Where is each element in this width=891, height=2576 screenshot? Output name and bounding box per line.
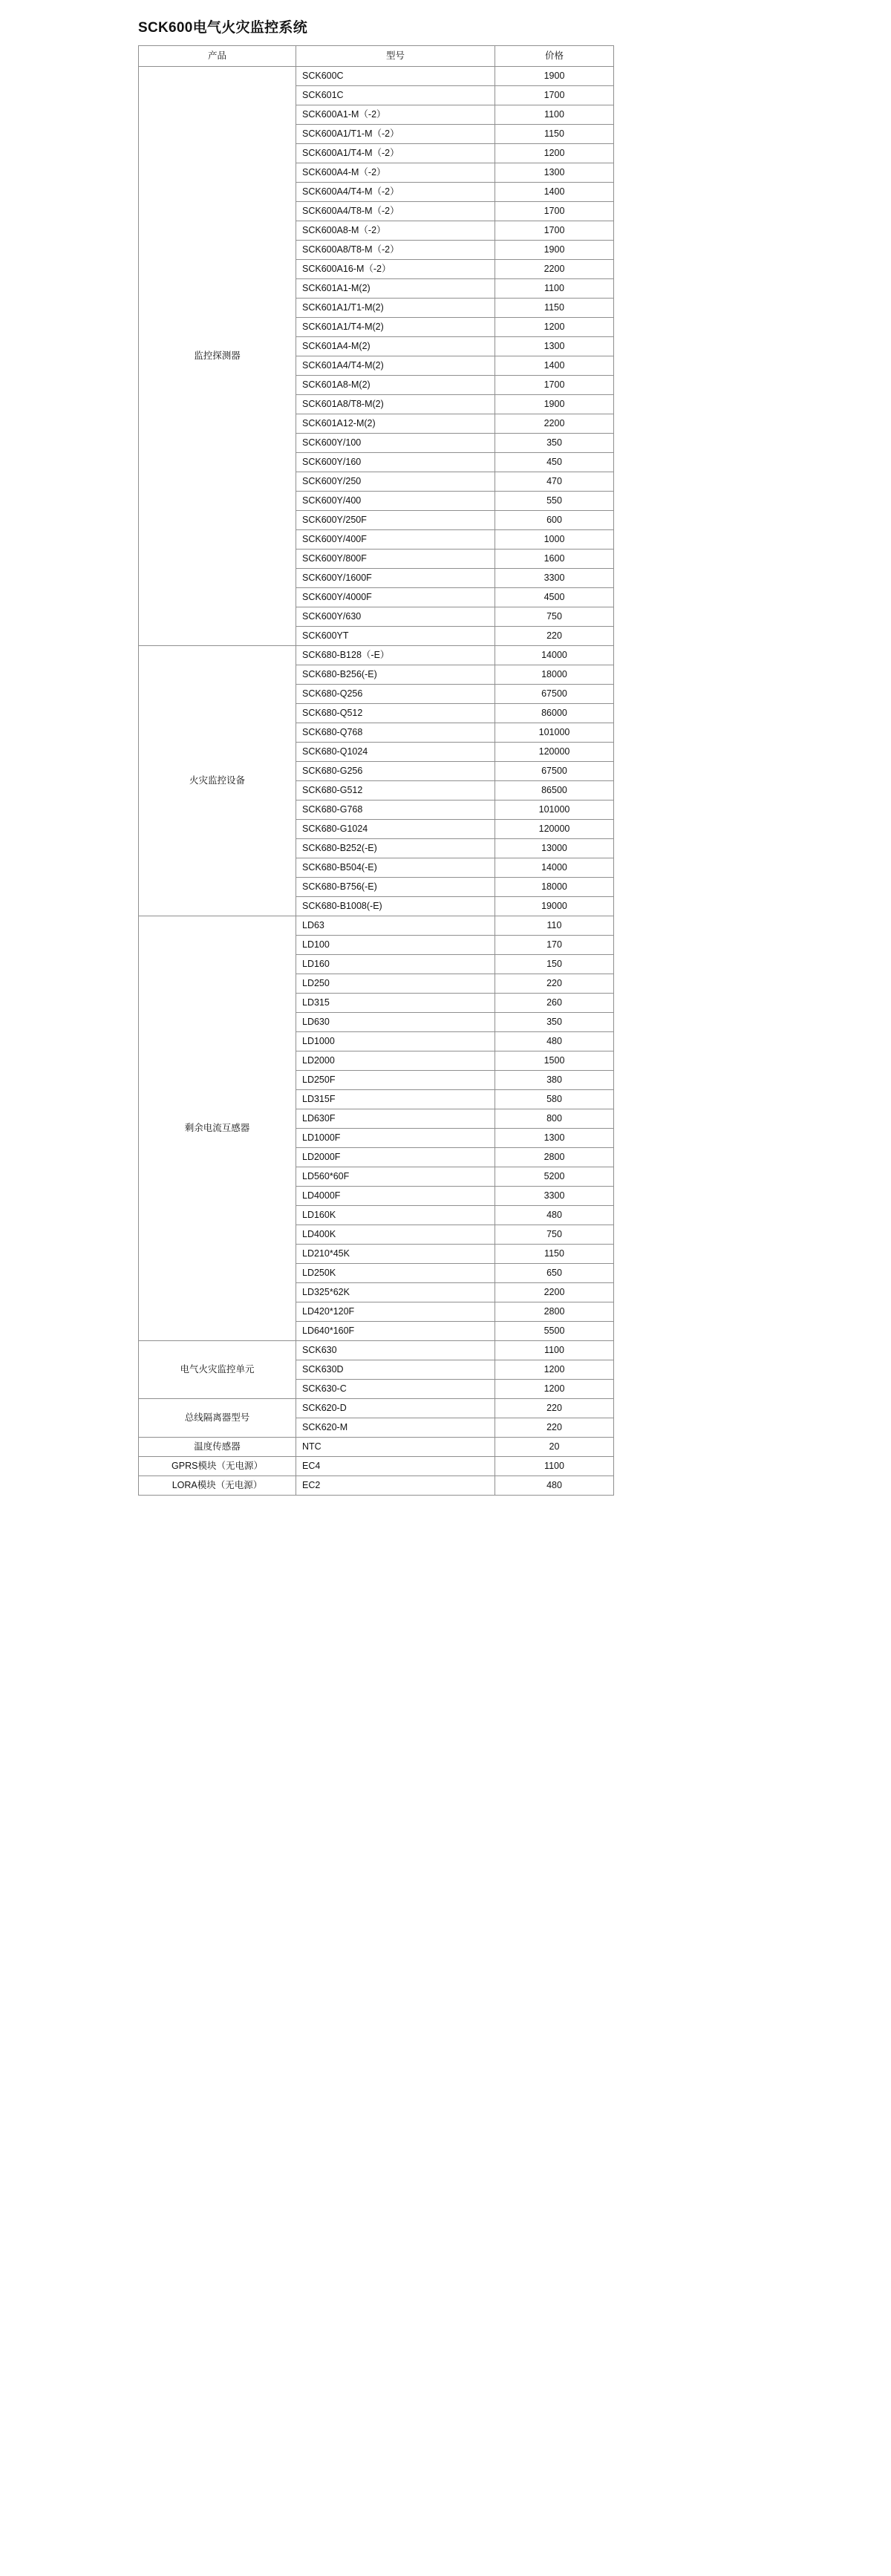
model-cell: SCK680-B128（-E） bbox=[296, 646, 495, 665]
model-cell: NTC bbox=[296, 1438, 495, 1457]
table-row bbox=[139, 67, 614, 86]
price-cell: 3300 bbox=[495, 569, 614, 588]
product-category-cell: 剩余电流互感器 bbox=[139, 916, 296, 1341]
price-cell: 101000 bbox=[495, 723, 614, 743]
model-cell: SCK600Y/630 bbox=[296, 607, 495, 627]
price-cell: 220 bbox=[495, 1399, 614, 1418]
model-cell: SCK601A1/T4-M(2) bbox=[296, 318, 495, 337]
price-cell: 750 bbox=[495, 1225, 614, 1245]
model-cell: SCK680-Q1024 bbox=[296, 743, 495, 762]
model-cell: SCK601A4/T4-M(2) bbox=[296, 356, 495, 376]
price-cell: 5200 bbox=[495, 1167, 614, 1187]
model-cell: SCK600Y/160 bbox=[296, 453, 495, 472]
table-row bbox=[139, 1399, 614, 1418]
price-cell: 1150 bbox=[495, 125, 614, 144]
price-cell: 1400 bbox=[495, 356, 614, 376]
model-cell: SCK600Y/400F bbox=[296, 530, 495, 550]
model-cell: SCK680-Q768 bbox=[296, 723, 495, 743]
product-category-cell: GPRS模块（无电源） bbox=[139, 1457, 296, 1476]
model-cell: SCK680-Q512 bbox=[296, 704, 495, 723]
column-header-price: 价格 bbox=[495, 46, 614, 67]
price-cell: 19000 bbox=[495, 897, 614, 916]
table-row bbox=[139, 646, 614, 665]
price-cell: 650 bbox=[495, 1264, 614, 1283]
price-cell: 2200 bbox=[495, 260, 614, 279]
model-cell: EC2 bbox=[296, 1476, 495, 1496]
model-cell: SCK630D bbox=[296, 1360, 495, 1380]
table-row bbox=[139, 916, 614, 936]
model-cell: LD250F bbox=[296, 1071, 495, 1090]
model-cell: LD315 bbox=[296, 994, 495, 1013]
price-cell: 380 bbox=[495, 1071, 614, 1090]
price-cell: 480 bbox=[495, 1476, 614, 1496]
model-cell: SCK600Y/4000F bbox=[296, 588, 495, 607]
page-title: SCK600电气火灾监控系统 bbox=[138, 20, 308, 36]
price-cell: 1700 bbox=[495, 221, 614, 241]
model-cell: SCK680-B504(-E) bbox=[296, 858, 495, 878]
price-cell: 2800 bbox=[495, 1148, 614, 1167]
model-cell: SCK680-G1024 bbox=[296, 820, 495, 839]
price-cell: 67500 bbox=[495, 685, 614, 704]
model-cell: SCK601A8/T8-M(2) bbox=[296, 395, 495, 414]
model-cell: SCK680-B252(-E) bbox=[296, 839, 495, 858]
model-cell: SCK600A4/T4-M（-2） bbox=[296, 183, 495, 202]
model-cell: SCK600A8/T8-M（-2） bbox=[296, 241, 495, 260]
price-cell: 1100 bbox=[495, 1457, 614, 1476]
table-header-row bbox=[139, 46, 614, 67]
model-cell: SCK600Y/400 bbox=[296, 492, 495, 511]
table-row bbox=[139, 1438, 614, 1457]
model-cell: EC4 bbox=[296, 1457, 495, 1476]
price-cell: 86000 bbox=[495, 704, 614, 723]
price-cell: 18000 bbox=[495, 878, 614, 897]
price-cell: 2200 bbox=[495, 1283, 614, 1302]
price-cell: 1150 bbox=[495, 299, 614, 318]
price-cell: 220 bbox=[495, 1418, 614, 1438]
price-cell: 1200 bbox=[495, 1360, 614, 1380]
model-cell: LD160 bbox=[296, 955, 495, 974]
price-cell: 1100 bbox=[495, 105, 614, 125]
price-cell: 750 bbox=[495, 607, 614, 627]
model-cell: SCK600Y/800F bbox=[296, 550, 495, 569]
price-cell: 18000 bbox=[495, 665, 614, 685]
table-row bbox=[139, 1341, 614, 1360]
model-cell: LD2000 bbox=[296, 1051, 495, 1071]
model-cell: SCK601A1-M(2) bbox=[296, 279, 495, 299]
price-cell: 101000 bbox=[495, 800, 614, 820]
model-cell: SCK600C bbox=[296, 67, 495, 86]
price-cell: 14000 bbox=[495, 646, 614, 665]
price-cell: 1700 bbox=[495, 86, 614, 105]
product-category-cell: 电气火灾监控单元 bbox=[139, 1341, 296, 1399]
price-cell: 1600 bbox=[495, 550, 614, 569]
price-cell: 350 bbox=[495, 434, 614, 453]
product-category-cell: 监控探测器 bbox=[139, 67, 296, 646]
price-cell: 2200 bbox=[495, 414, 614, 434]
price-cell: 1300 bbox=[495, 163, 614, 183]
model-cell: SCK680-B256(-E) bbox=[296, 665, 495, 685]
price-cell: 110 bbox=[495, 916, 614, 936]
model-cell: SCK680-G256 bbox=[296, 762, 495, 781]
model-cell: LD630 bbox=[296, 1013, 495, 1032]
price-cell: 1200 bbox=[495, 318, 614, 337]
price-cell: 580 bbox=[495, 1090, 614, 1109]
model-cell: SCK600A4-M（-2） bbox=[296, 163, 495, 183]
model-cell: SCK600Y/250 bbox=[296, 472, 495, 492]
model-cell: SCK680-B1008(-E) bbox=[296, 897, 495, 916]
model-cell: SCK601A1/T1-M(2) bbox=[296, 299, 495, 318]
price-cell: 170 bbox=[495, 936, 614, 955]
model-cell: LD160K bbox=[296, 1206, 495, 1225]
price-cell: 220 bbox=[495, 974, 614, 994]
price-cell: 350 bbox=[495, 1013, 614, 1032]
model-cell: SCK620-M bbox=[296, 1418, 495, 1438]
model-cell: SCK600YT bbox=[296, 627, 495, 646]
price-cell: 120000 bbox=[495, 743, 614, 762]
model-cell: LD630F bbox=[296, 1109, 495, 1129]
column-header-model: 型号 bbox=[296, 46, 495, 67]
model-cell: LD100 bbox=[296, 936, 495, 955]
price-cell: 86500 bbox=[495, 781, 614, 800]
model-cell: LD1000F bbox=[296, 1129, 495, 1148]
model-cell: SCK601A8-M(2) bbox=[296, 376, 495, 395]
model-cell: SCK680-Q256 bbox=[296, 685, 495, 704]
product-category-cell: LORA模块（无电源） bbox=[139, 1476, 296, 1496]
model-cell: SCK600A1/T4-M（-2） bbox=[296, 144, 495, 163]
price-cell: 1100 bbox=[495, 1341, 614, 1360]
price-cell: 470 bbox=[495, 472, 614, 492]
price-cell: 1150 bbox=[495, 1245, 614, 1264]
price-cell: 600 bbox=[495, 511, 614, 530]
table-header bbox=[139, 46, 614, 67]
model-cell: SCK630 bbox=[296, 1341, 495, 1360]
price-cell: 1900 bbox=[495, 241, 614, 260]
model-cell: SCK620-D bbox=[296, 1399, 495, 1418]
price-cell: 1500 bbox=[495, 1051, 614, 1071]
model-cell: SCK600A8-M（-2） bbox=[296, 221, 495, 241]
price-cell: 260 bbox=[495, 994, 614, 1013]
model-cell: LD63 bbox=[296, 916, 495, 936]
model-cell: LD325*62K bbox=[296, 1283, 495, 1302]
model-cell: SCK680-G768 bbox=[296, 800, 495, 820]
model-cell: SCK601A12-M(2) bbox=[296, 414, 495, 434]
model-cell: LD420*120F bbox=[296, 1302, 495, 1322]
model-cell: SCK600Y/250F bbox=[296, 511, 495, 530]
price-table-container bbox=[138, 45, 613, 1496]
product-category-cell: 火灾监控设备 bbox=[139, 646, 296, 916]
model-cell: LD400K bbox=[296, 1225, 495, 1245]
model-cell: SCK680-B756(-E) bbox=[296, 878, 495, 897]
model-cell: SCK600Y/100 bbox=[296, 434, 495, 453]
model-cell: LD210*45K bbox=[296, 1245, 495, 1264]
price-cell: 1200 bbox=[495, 144, 614, 163]
price-cell: 480 bbox=[495, 1032, 614, 1051]
column-header-product: 产品 bbox=[139, 46, 296, 67]
table-row bbox=[139, 1476, 614, 1496]
product-category-cell: 温度传感器 bbox=[139, 1438, 296, 1457]
price-cell: 480 bbox=[495, 1206, 614, 1225]
model-cell: SCK600A1/T1-M（-2） bbox=[296, 125, 495, 144]
model-cell: SCK601C bbox=[296, 86, 495, 105]
price-cell: 5500 bbox=[495, 1322, 614, 1341]
model-cell: LD250K bbox=[296, 1264, 495, 1283]
price-cell: 220 bbox=[495, 627, 614, 646]
model-cell: LD250 bbox=[296, 974, 495, 994]
price-cell: 1400 bbox=[495, 183, 614, 202]
price-cell: 800 bbox=[495, 1109, 614, 1129]
model-cell: LD315F bbox=[296, 1090, 495, 1109]
model-cell: SCK600Y/1600F bbox=[296, 569, 495, 588]
product-category-cell: 总线隔离器型号 bbox=[139, 1399, 296, 1438]
model-cell: LD2000F bbox=[296, 1148, 495, 1167]
price-cell: 1100 bbox=[495, 279, 614, 299]
price-cell: 67500 bbox=[495, 762, 614, 781]
model-cell: LD1000 bbox=[296, 1032, 495, 1051]
price-table bbox=[138, 45, 614, 1496]
price-cell: 1900 bbox=[495, 67, 614, 86]
price-cell: 1700 bbox=[495, 202, 614, 221]
price-cell: 2800 bbox=[495, 1302, 614, 1322]
price-cell: 1300 bbox=[495, 337, 614, 356]
table-body bbox=[139, 67, 614, 1496]
price-cell: 1900 bbox=[495, 395, 614, 414]
model-cell: LD640*160F bbox=[296, 1322, 495, 1341]
model-cell: SCK600A1-M（-2） bbox=[296, 105, 495, 125]
model-cell: SCK601A4-M(2) bbox=[296, 337, 495, 356]
price-cell: 120000 bbox=[495, 820, 614, 839]
price-cell: 13000 bbox=[495, 839, 614, 858]
price-cell: 1300 bbox=[495, 1129, 614, 1148]
price-cell: 1000 bbox=[495, 530, 614, 550]
model-cell: SCK680-G512 bbox=[296, 781, 495, 800]
price-cell: 14000 bbox=[495, 858, 614, 878]
price-cell: 550 bbox=[495, 492, 614, 511]
price-cell: 20 bbox=[495, 1438, 614, 1457]
price-cell: 4500 bbox=[495, 588, 614, 607]
price-cell: 1700 bbox=[495, 376, 614, 395]
model-cell: SCK600A4/T8-M（-2） bbox=[296, 202, 495, 221]
model-cell: LD560*60F bbox=[296, 1167, 495, 1187]
price-cell: 1200 bbox=[495, 1380, 614, 1399]
price-cell: 3300 bbox=[495, 1187, 614, 1206]
model-cell: SCK630-C bbox=[296, 1380, 495, 1399]
model-cell: SCK600A16-M（-2） bbox=[296, 260, 495, 279]
model-cell: LD4000F bbox=[296, 1187, 495, 1206]
price-cell: 150 bbox=[495, 955, 614, 974]
price-cell: 450 bbox=[495, 453, 614, 472]
table-row bbox=[139, 1457, 614, 1476]
